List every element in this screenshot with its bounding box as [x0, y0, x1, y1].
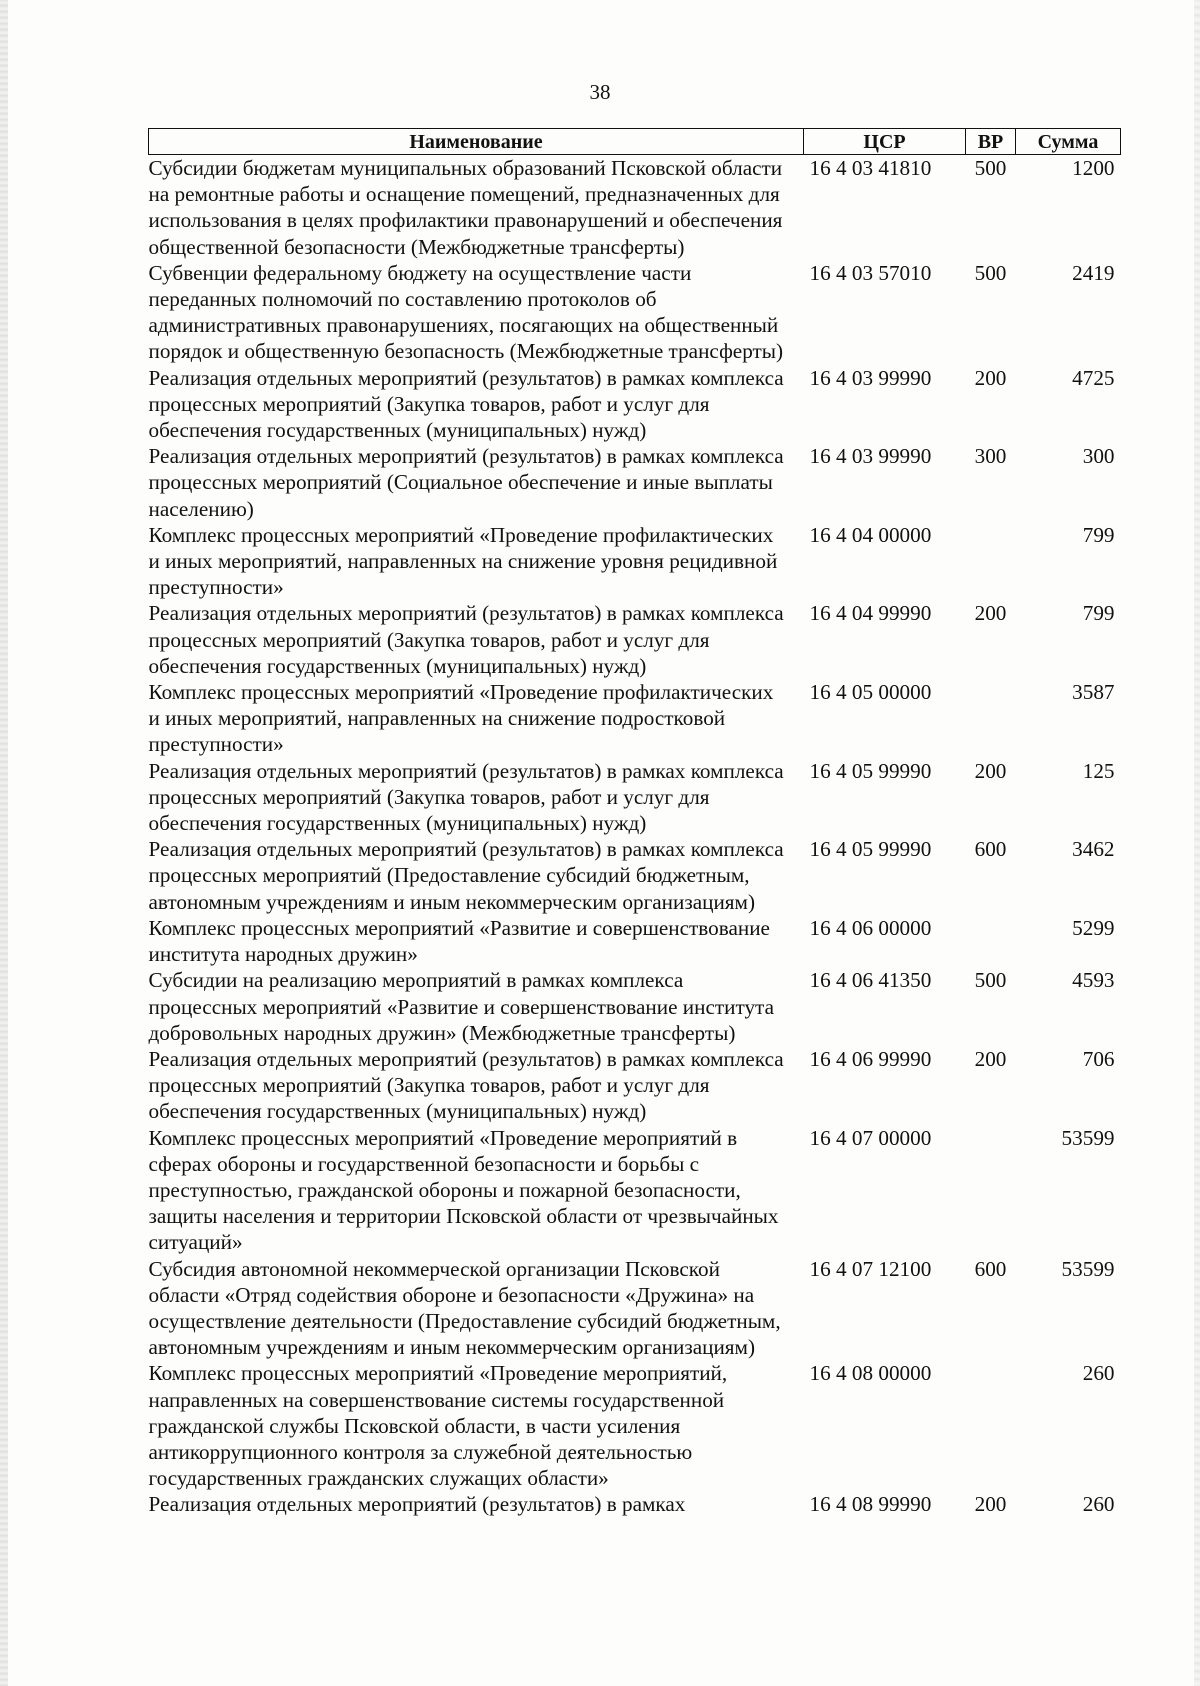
row-vr: 200 — [974, 1046, 1007, 1071]
row-vr — [966, 522, 1016, 601]
row-name: Субвенции федеральному бюджету на осуществление части переданных полномочий по составлению протоколов об административных правонарушениях, посягающих на общественный порядок и общественную безопасность (Межбюджетные трансферты) — [148, 260, 784, 364]
row-name: Комплекс процессных мероприятий «Проведение профилактических и иных мероприятий, направленных на снижение подростковой преступности» — [148, 680, 774, 757]
row-vr — [966, 1125, 1016, 1256]
table-row — [149, 1360, 1121, 1491]
row-vr: 600 — [974, 1256, 1007, 1281]
page-number: 38 — [589, 80, 611, 104]
row-csr: 16 4 04 00000 — [809, 522, 932, 547]
header-csr: ЦСР — [804, 129, 966, 155]
table-row — [149, 836, 1121, 915]
row-name: Реализация отдельных мероприятий (результатов) в рамках комплекса процессных мероприятий (Закупка товаров, работ и услуг для обеспечения государственных (муниципальных) нужд) — [148, 365, 784, 443]
table-row — [149, 522, 1121, 601]
row-sum: 706 — [1082, 1046, 1115, 1071]
row-vr: 200 — [974, 601, 1007, 626]
table-row — [149, 443, 1121, 522]
row-name: Реализация отдельных мероприятий (результатов) в рамках комплекса процессных мероприятий (Закупка товаров, работ и услуг для обеспечения государственных (муниципальных) нужд) — [148, 601, 784, 678]
row-csr: 16 4 05 99990 — [809, 837, 932, 862]
row-sum: 4725 — [1072, 365, 1115, 390]
table-row — [149, 1046, 1121, 1125]
row-csr: 16 4 03 57010 — [809, 260, 932, 285]
row-sum: 5299 — [1072, 915, 1115, 940]
row-sum: 53599 — [1061, 1125, 1115, 1150]
row-csr: 16 4 05 00000 — [809, 680, 932, 705]
row-csr: 16 4 06 99990 — [809, 1046, 932, 1071]
row-name: Реализация отдельных мероприятий (результатов) в рамках — [148, 1492, 686, 1517]
row-sum: 1200 — [1072, 156, 1115, 180]
row-name: Комплекс процессных мероприятий «Проведение профилактических и иных мероприятий, направленных на снижение уровня рецидивной преступности» — [148, 522, 778, 600]
row-sum: 2419 — [1072, 260, 1115, 285]
row-csr: 16 4 04 99990 — [809, 601, 932, 626]
row-name: Комплекс процессных мероприятий «Развитие и совершенствование института народных дружин» — [148, 915, 770, 967]
header-row — [149, 129, 1121, 155]
row-csr: 16 4 08 99990 — [809, 1492, 932, 1517]
row-csr: 16 4 06 00000 — [809, 915, 932, 940]
table-row — [149, 600, 1121, 679]
header-vr: ВР — [966, 129, 1016, 155]
row-name: Реализация отдельных мероприятий (результатов) в рамках комплекса процессных мероприятий (Закупка товаров, работ и услуг для обеспечения государственных (муниципальных) нужд) — [148, 758, 784, 836]
table-row — [149, 1125, 1121, 1256]
row-name: Реализация отдельных мероприятий (результатов) в рамках комплекса процессных мероприятий (Социальное обеспечение и иные выплаты населению) — [148, 444, 784, 521]
row-sum: 4593 — [1072, 968, 1115, 993]
row-sum: 53599 — [1061, 1256, 1115, 1281]
row-vr: 300 — [974, 444, 1007, 469]
table-row — [149, 1491, 1121, 1517]
row-vr — [966, 1360, 1016, 1491]
table-row — [149, 679, 1121, 758]
row-csr: 16 4 03 99990 — [809, 444, 932, 469]
row-name: Субсидии бюджетам муниципальных образований Псковской области на ремонтные работы и оснащение помещений, предназначенных для использования в целях профилактики правонарушений и обеспечения общественной безопасности (Межбюджетные трансферты) — [148, 156, 783, 259]
table-row — [149, 758, 1121, 837]
row-vr: 500 — [974, 260, 1007, 285]
row-sum: 260 — [1082, 1361, 1115, 1386]
row-sum: 799 — [1082, 522, 1115, 547]
row-name: Реализация отдельных мероприятий (результатов) в рамках комплекса процессных мероприятий (Предоставление субсидий бюджетным, автономным учреждениям и иным некоммерческим организациям) — [148, 837, 784, 914]
row-vr — [966, 679, 1016, 758]
table-row — [149, 155, 1121, 260]
table-row — [149, 365, 1121, 444]
row-vr: 200 — [974, 365, 1007, 390]
row-name: Субсидия автономной некоммерческой организации Псковской области «Отряд содействия обороне и безопасности «Дружина» на осуществление деятельности (Предоставление субсидий бюджетным, автономным учреждениям и иным некоммерческим организациям) — [148, 1256, 781, 1360]
row-sum: 799 — [1082, 601, 1115, 626]
table-body — [149, 155, 1121, 1518]
table-header — [149, 129, 1121, 155]
table-row — [149, 1256, 1121, 1361]
row-csr: 16 4 07 12100 — [809, 1256, 932, 1281]
scan-edge-right — [1194, 0, 1200, 1686]
row-vr: 500 — [974, 156, 1007, 180]
row-csr: 16 4 03 41810 — [809, 156, 932, 180]
row-sum: 300 — [1082, 444, 1115, 469]
row-sum: 125 — [1082, 758, 1115, 783]
row-vr: 500 — [974, 968, 1007, 993]
row-csr: 16 4 07 00000 — [809, 1125, 932, 1150]
scan-edge-left — [0, 0, 8, 1686]
table-row — [149, 915, 1121, 967]
row-name: Субсидии на реализацию мероприятий в рамках комплекса процессных мероприятий «Развитие и совершенствование института добровольных народных дружин» (Межбюджетные трансферты) — [148, 968, 774, 1045]
row-vr: 600 — [974, 837, 1007, 862]
row-vr: 200 — [974, 1492, 1007, 1517]
row-sum: 3462 — [1072, 837, 1115, 862]
row-csr: 16 4 03 99990 — [809, 365, 932, 390]
row-name: Комплекс процессных мероприятий «Проведение мероприятий в сферах обороны и государственной безопасности и борьбы с преступностью, гражданской обороны и пожарной безопасности, защиты населения и территории Псковской области от чрезвычайных ситуаций» — [148, 1125, 779, 1255]
header-name: Наименование — [149, 129, 804, 155]
row-sum: 260 — [1082, 1492, 1115, 1517]
row-csr: 16 4 08 00000 — [809, 1361, 932, 1386]
row-sum: 3587 — [1072, 680, 1115, 705]
budget-table — [148, 128, 1121, 1518]
row-vr: 200 — [974, 758, 1007, 783]
row-vr — [966, 915, 1016, 967]
table-row — [149, 260, 1121, 365]
row-name: Реализация отдельных мероприятий (результатов) в рамках комплекса процессных мероприятий (Закупка товаров, работ и услуг для обеспечения государственных (муниципальных) нужд) — [148, 1046, 784, 1124]
header-sum: Сумма — [1016, 129, 1121, 155]
row-csr: 16 4 06 41350 — [809, 968, 932, 993]
row-name: Комплекс процессных мероприятий «Проведение мероприятий, направленных на совершенствование системы государственной гражданской службы Псковской области, в части усиления антикоррупционного контроля за служебной деятельностью государственных гражданских служащих области» — [148, 1361, 728, 1491]
row-csr: 16 4 05 99990 — [809, 758, 932, 783]
table-row — [149, 967, 1121, 1046]
